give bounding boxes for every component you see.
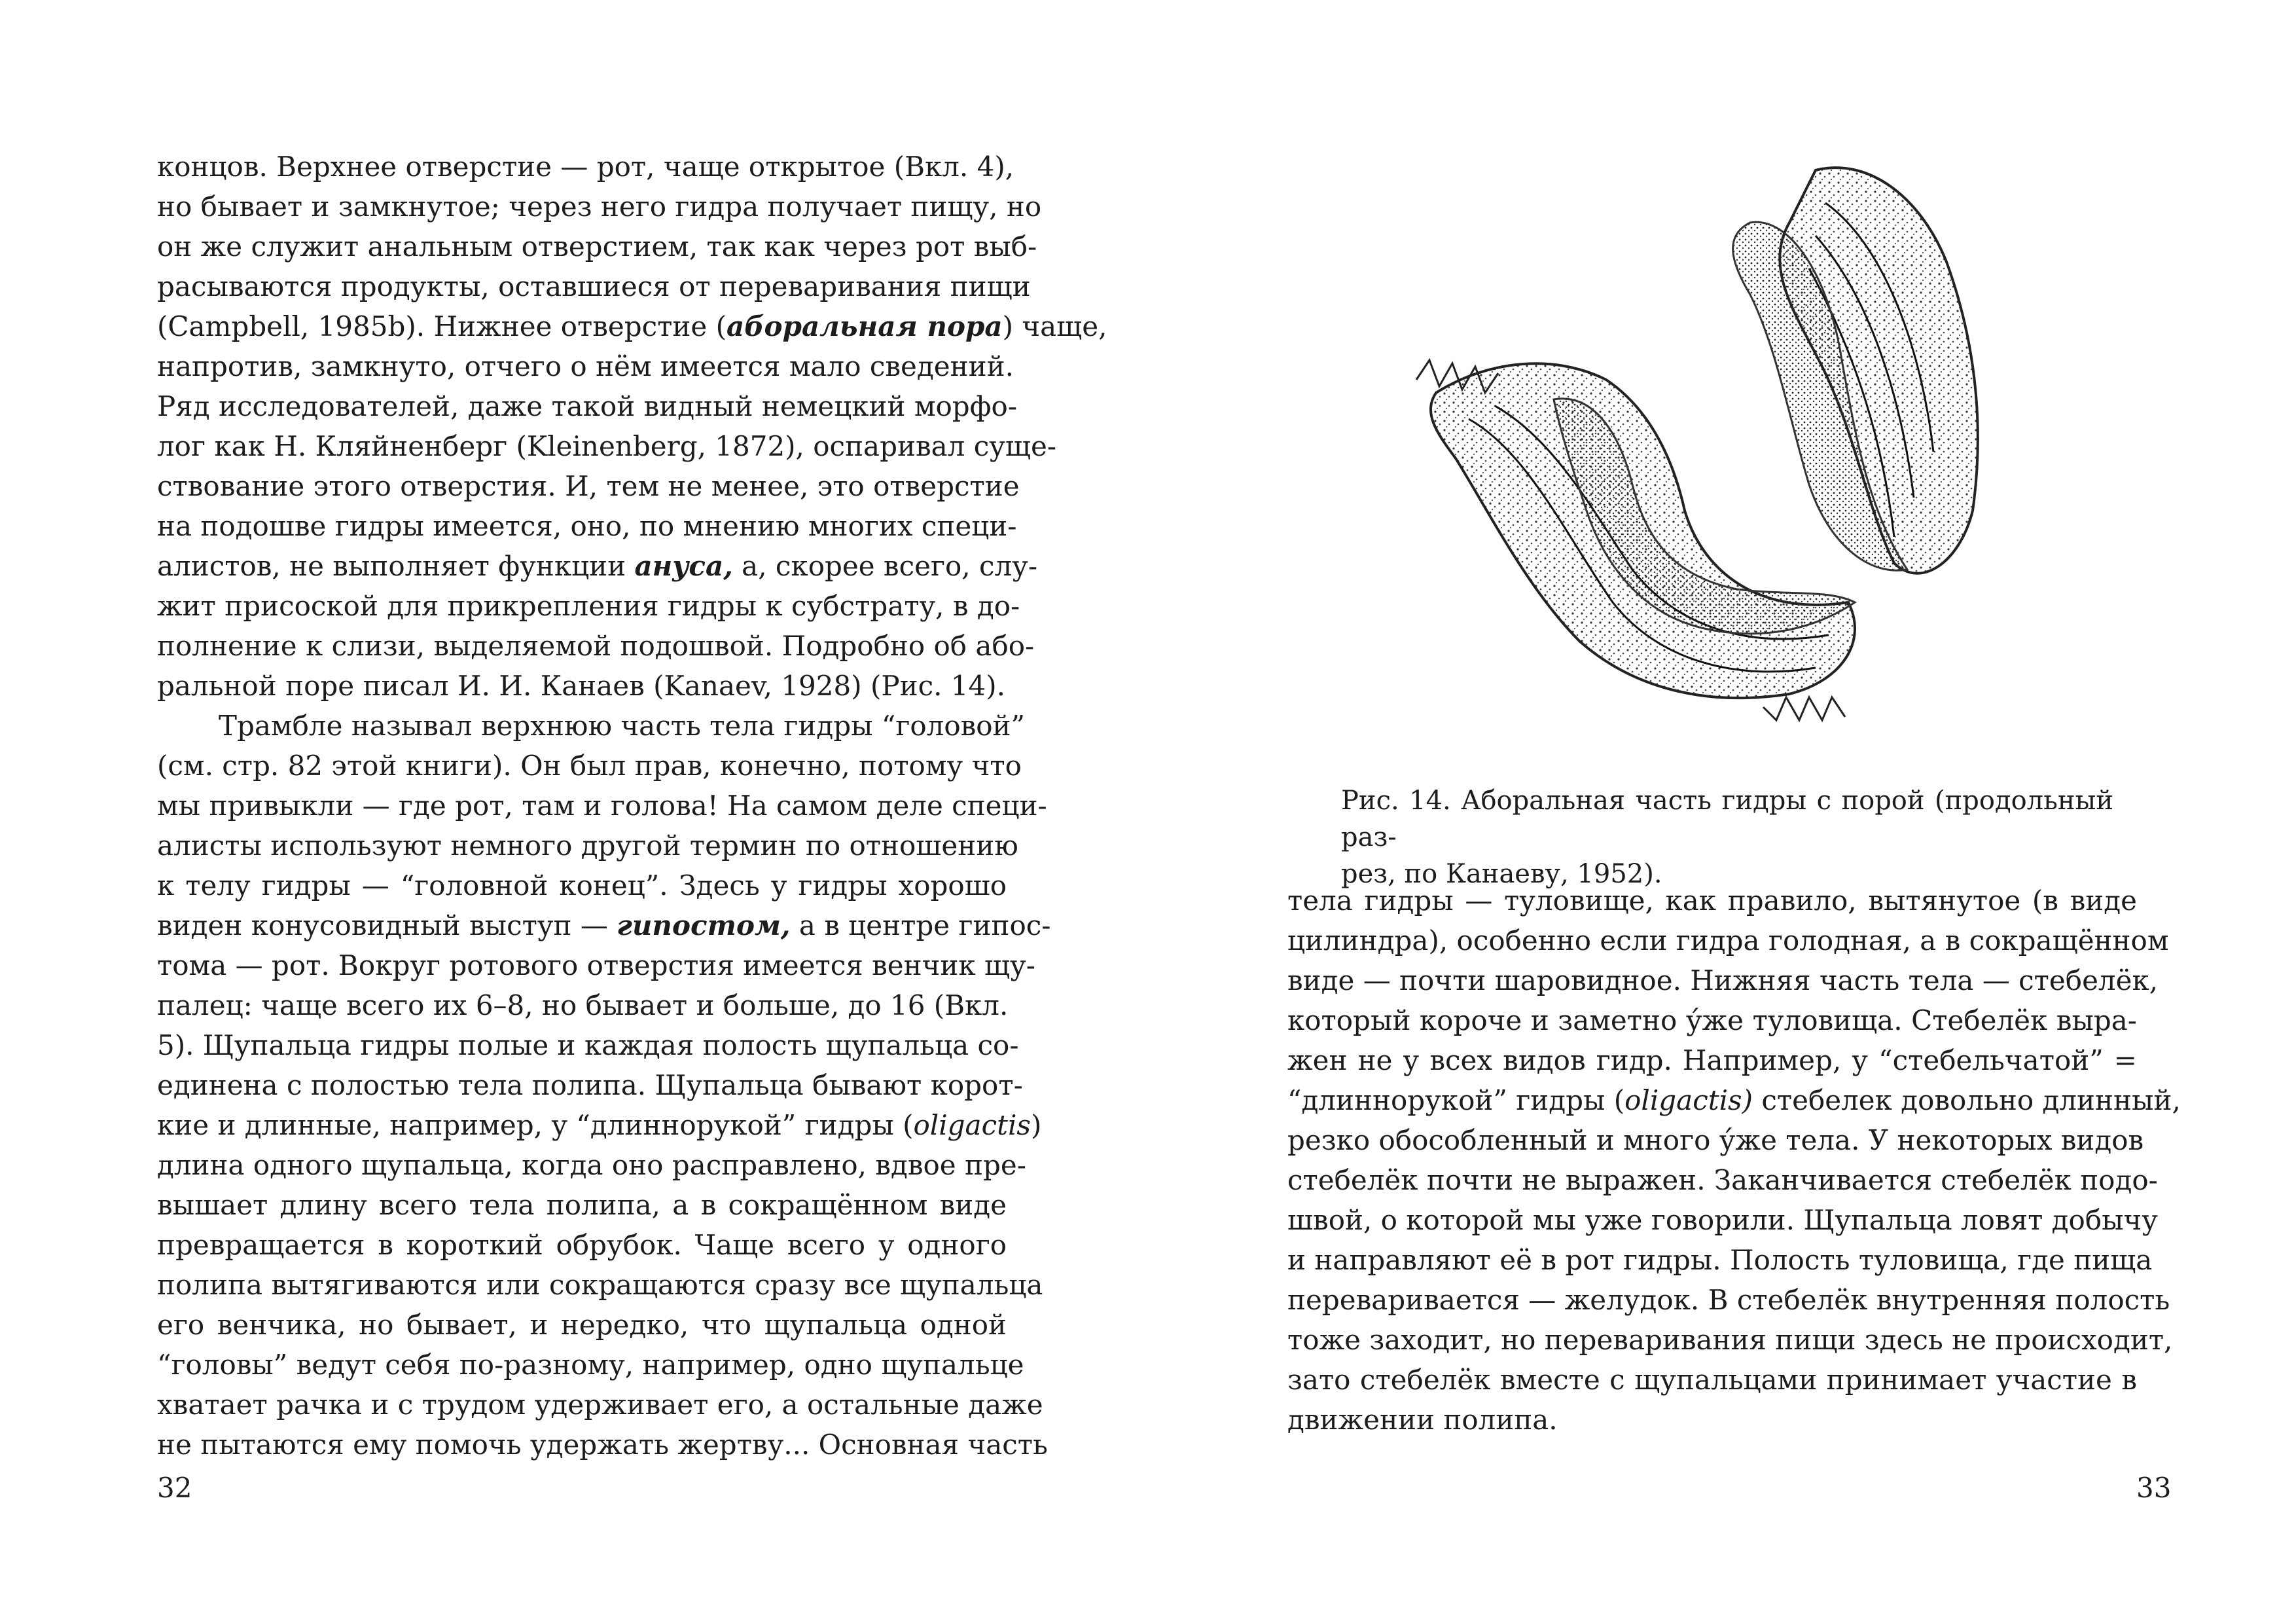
text-line: к телу гидры — “головной конец”. Здесь у гидры хорошо [157, 869, 1007, 902]
text-fragment: ) чаще, [1002, 310, 1107, 342]
text-fragment: кие и длинные, например, у “длиннорукой” гидры ( [157, 1109, 914, 1141]
text-line: швой, о которой мы уже говорили. Щупальца ловят добычу [1287, 1204, 2159, 1236]
text-line: мы привыкли — где рот, там и голова! На самом деле специ- [157, 790, 1047, 822]
text-line: зато стебелёк вместе с щупальцами принимает участие в [1287, 1364, 2137, 1396]
text-line: полипа вытягиваются или сокращаются сразу все щупальца [157, 1269, 1043, 1301]
text-line: алисты используют немного другой термин по отношению [157, 830, 1018, 862]
page-number-right: 33 [2136, 1472, 2172, 1504]
text-fragment: ) [1030, 1109, 1042, 1141]
text-fragment: виден конусовидный выступ — [157, 909, 617, 941]
text-line: тоже заходит, но переваривания пищи здесь не происходит, [1287, 1324, 2173, 1356]
text-line: напротив, замкнуто, отчего о нём имеется мало сведений. [157, 350, 1014, 382]
text-line: тела гидры — туловище, как правило, вытянутое (в виде [1287, 884, 2137, 917]
text-line: его венчика, но бывает, и нередко, что щупальца одной [157, 1309, 1007, 1341]
text-line: расываются продукты, оставшиеся от переваривания пищи [157, 270, 1031, 302]
text-line: 5). Щупальца гидры полые и каждая полость щупальца со- [157, 1029, 1019, 1061]
figure-caption [1341, 782, 2113, 892]
text-line: переваривается — желудок. В стебелёк внутренняя полость [1287, 1284, 2170, 1316]
text-line: тома — рот. Вокруг ротового отверстия имеется венчик щу- [157, 949, 1035, 981]
caption-line: рез, по Канаеву, 1952). [1341, 859, 1662, 889]
text-line: вышает длину всего тела полипа, а в сокращённом виде [157, 1189, 1007, 1221]
paragraph-1 [157, 147, 1107, 706]
text-line [1287, 1080, 2181, 1120]
text-line: “головы” ведут себя по-разному, например, одно щупальце [157, 1349, 1024, 1381]
text-line: цилиндра), особенно если гидра голодная, а в сокращённом [1287, 924, 2169, 957]
text-line: полнение к слизи, выделяемой подошвой. Подробно об або- [157, 630, 1035, 662]
text-line: (см. стр. 82 этой книги). Он был прав, конечно, потому что [157, 750, 1022, 782]
paragraph-3 [1287, 881, 2181, 1440]
text-line: лог как Н. Кляйненберг (Kleinenberg, 1872), оспаривал суще- [157, 430, 1057, 462]
page-number-left: 32 [157, 1472, 192, 1504]
text-line: единена с полостью тела полипа. Щупальца бывают корот- [157, 1069, 1023, 1101]
hydra-aboral-section-illustration [1397, 144, 2038, 746]
term-oligactis: oligactis) [1624, 1084, 1753, 1116]
paragraph-2 [157, 706, 1051, 1465]
text-line: но бывает и замкнутое; через него гидра получает пищу, но [157, 191, 1042, 223]
caption-line: Рис. 14. Аборальная часть гидры с порой (продольный раз- [1341, 786, 2113, 852]
term-hypostome: гипостом, [617, 909, 791, 941]
text-line: палец: чаще всего их 6–8, но бывает и больше, до 16 (Вкл. [157, 989, 1009, 1021]
text-line: и направляют её в рот гидры. Полость туловища, где пища [1287, 1244, 2153, 1276]
text-line: жит присоской для прикрепления гидры к субстрату, в до- [157, 590, 1020, 622]
text-fragment: а в центре гипос- [790, 909, 1051, 941]
text-line: превращается в короткий обрубок. Чаще всего у одного [157, 1229, 1007, 1261]
text-line: хватает рачка и с трудом удерживает его, а остальные даже [157, 1389, 1043, 1421]
text-line: стебелёк почти не выражен. Заканчивается стебелёк подо- [1287, 1164, 2158, 1196]
text-line: на подошве гидры имеется, оно, по мнению многих специ- [157, 510, 1017, 542]
right-text-column [1287, 881, 2181, 1440]
text-line: концов. Верхнее отверстие — рот, чаще открытое (Вкл. 4), [157, 151, 1014, 183]
text-line: который короче и заметно у́же туловища. Стебелёк выра- [1287, 1004, 2137, 1036]
text-line: он же служит анальным отверстием, так как через рот выб- [157, 230, 1037, 263]
text-line: резко обособленный и много у́же тела. У некоторых видов [1287, 1124, 2144, 1156]
text-line: Ряд исследователей, даже такой видный немецкий морфо- [157, 390, 1018, 422]
text-line [157, 306, 1107, 346]
text-line: ральной поре писал И. И. Канаев (Kanaev, 1928) (Рис. 14). [157, 670, 1005, 702]
text-line: жен не у всех видов гидр. Например, у “стебельчатой” = [1287, 1044, 2137, 1076]
text-line: не пытаются ему помочь удержать жертву... Основная часть [157, 1429, 1048, 1461]
term-oligactis: oligactis [913, 1109, 1031, 1141]
term-aboral-pore: аборальная пора [726, 310, 1003, 342]
text-line: Трамбле называл верхнюю часть тела гидры “головой” [219, 710, 1026, 742]
text-line: ствование этого отверстия. И, тем не менее, это отверстие [157, 470, 1020, 502]
text-line [157, 1105, 1042, 1145]
text-fragment: стебелек довольно длинный, [1753, 1084, 2181, 1116]
right-page [1148, 0, 2296, 1623]
text-line [157, 546, 1038, 586]
text-fragment: (Campbell, 1985b). Нижнее отверстие ( [157, 310, 727, 342]
text-line [157, 905, 1051, 945]
text-line: движении полипа. [1287, 1404, 1558, 1436]
text-fragment: а, скорее всего, слу- [732, 550, 1038, 582]
text-fragment: “длиннорукой” гидры ( [1287, 1084, 1625, 1116]
text-line: длина одного щупальца, когда оно расправлено, вдвое пре- [157, 1149, 1026, 1181]
term-anus: ануса, [634, 550, 733, 582]
text-line: виде — почти шаровидное. Нижняя часть тела — стебелёк, [1287, 964, 2159, 996]
text-fragment: алистов, не выполняет функции [157, 550, 635, 582]
left-text-column [157, 147, 1107, 1465]
